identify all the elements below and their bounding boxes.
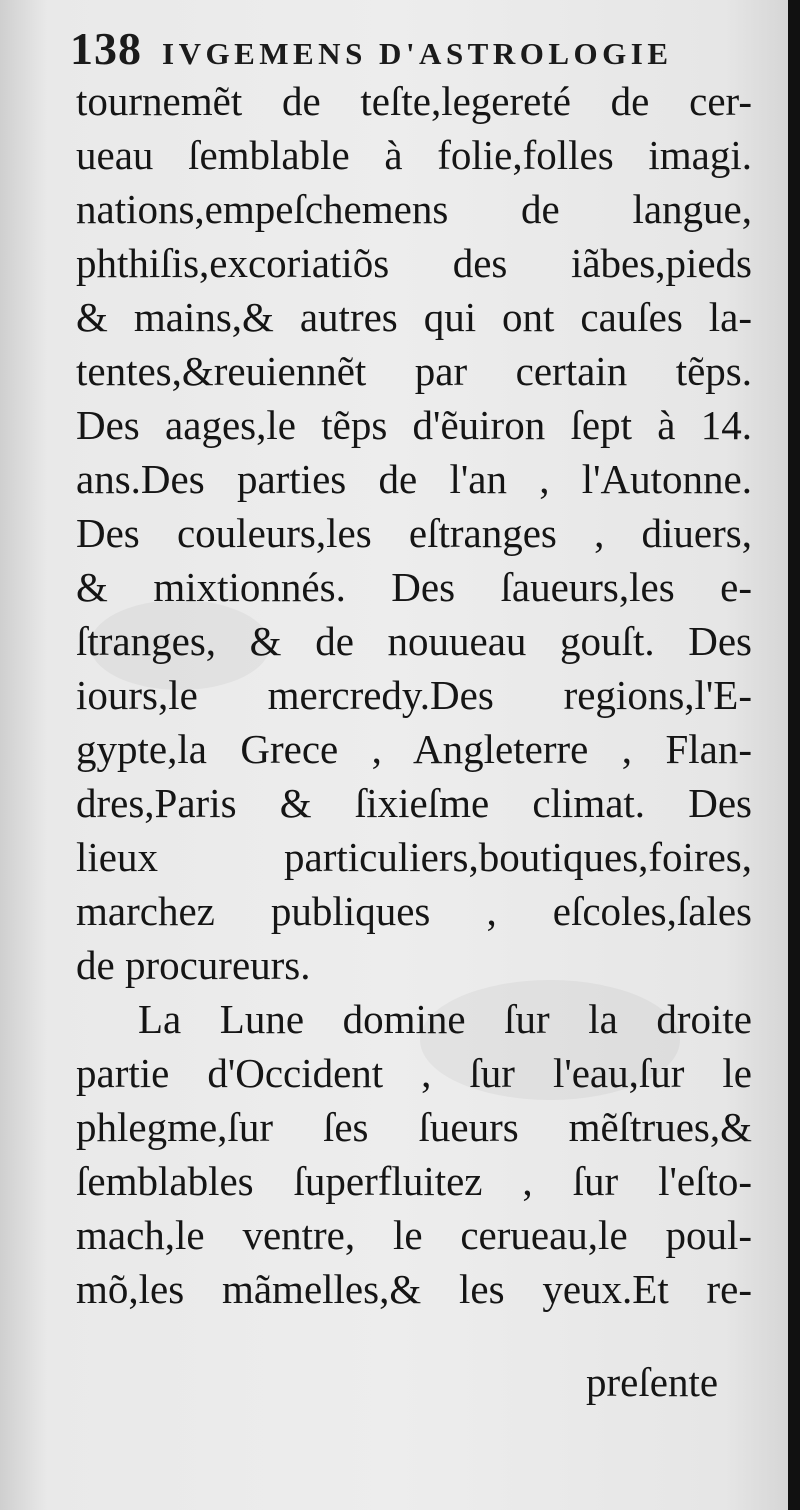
text-line: phthiſis,excoriatiõs des iãbes,pieds xyxy=(76,240,752,286)
page-header xyxy=(70,22,673,78)
text-line: gypte,la Grece , Angleterre , Flan- xyxy=(76,726,752,772)
text-line: La Lune domine ſur la droite xyxy=(138,996,752,1042)
text-line: ans.Des parties de l'an , l'Autonne. xyxy=(76,456,752,502)
running-title: IVGEMENS D'ASTROLOGIE xyxy=(162,36,673,71)
text-line: de procureurs. xyxy=(76,942,311,988)
text-line: Des aages,le tẽps d'ẽuiron ſept à 14. xyxy=(76,402,752,448)
text-line: Des couleurs,les eſtranges , diuers, xyxy=(76,510,752,556)
text-line: nations,empeſchemens de langue, xyxy=(76,186,752,232)
text-line: mõ,les mãmelles,& les yeux.Et re- xyxy=(76,1266,752,1312)
text-line: tournemẽt de teſte,legereté de cer- xyxy=(76,78,752,124)
paragraph xyxy=(76,74,752,992)
text-line: ueau ſemblable à folie,folles imagi. xyxy=(76,132,752,178)
text-line: & mixtionnés. Des ſaueurs,les e- xyxy=(76,564,752,610)
text-line: tentes,&reuiennẽt par certain tẽps. xyxy=(76,348,752,394)
text-line: marchez publiques , eſcoles,ſales xyxy=(76,888,752,934)
text-line: ſemblables ſuperfluitez , ſur l'eſto- xyxy=(76,1158,752,1204)
catchword: preſente xyxy=(586,1359,719,1405)
text-line: ſtranges, & de nouueau gouſt. Des xyxy=(76,618,752,664)
paragraph xyxy=(76,992,752,1316)
text-line: & mains,& autres qui ont cauſes la- xyxy=(76,294,752,340)
text-line: mach,le ventre, le cerueau,le poul- xyxy=(76,1212,752,1258)
text-line: dres,Paris & ſixieſme climat. Des xyxy=(76,780,752,826)
page-edge-shadow xyxy=(788,0,800,1510)
body-text xyxy=(76,74,752,1316)
text-line: iours,le mercredy.Des regions,l'E- xyxy=(76,672,752,718)
text-line: partie d'Occident , ſur l'eau,ſur le xyxy=(76,1050,752,1096)
text-line: lieux particuliers,boutiques,foires, xyxy=(76,834,752,880)
text-line: phlegme,ſur ſes ſueurs mẽſtrues,& xyxy=(76,1104,752,1150)
page-number: 138 xyxy=(70,23,142,74)
